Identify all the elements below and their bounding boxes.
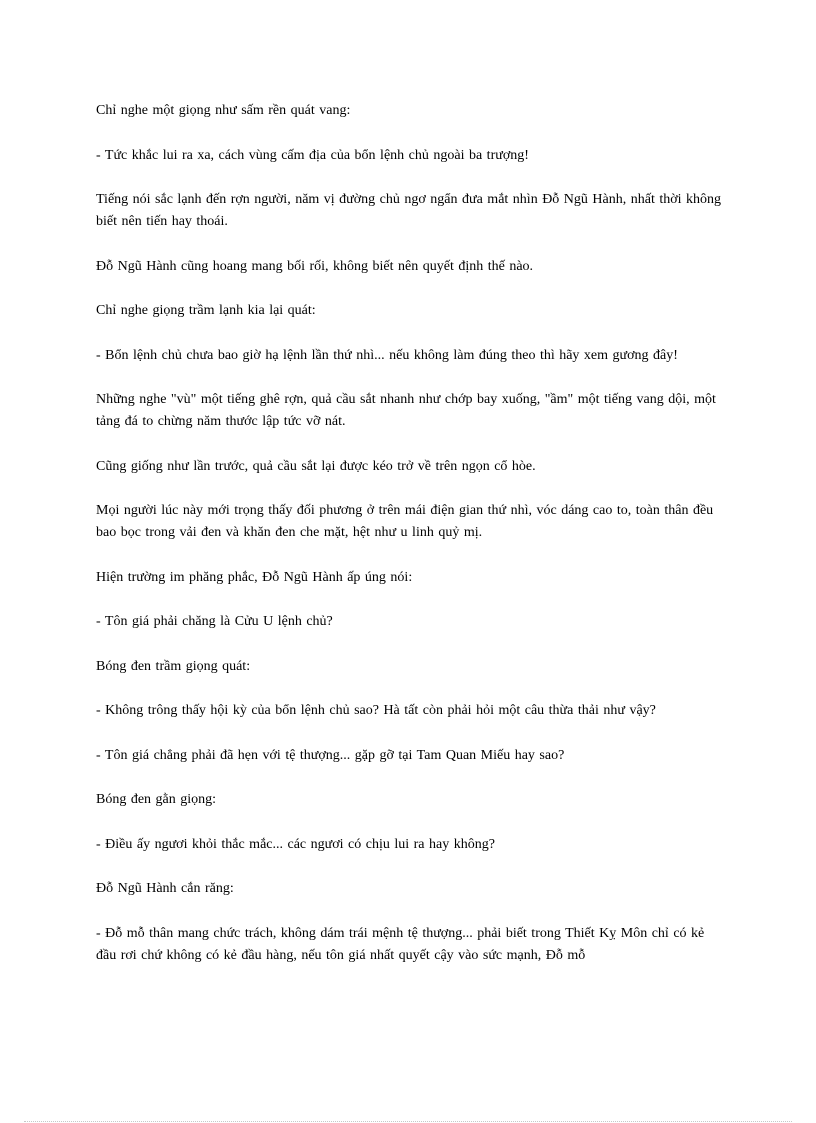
paragraph: - Đỗ mỗ thân mang chức trách, không dám trái mệnh tệ thượng... phải biết trong Thiết Kỵ Môn chỉ có kẻ đầu rơi chứ không có kẻ đầu hàng, nếu tôn giá nhất quyết cậy vào sức mạnh, Đỗ mỗ <box>96 925 705 963</box>
paragraph: Hiện trường im phăng phắc, Đỗ Ngũ Hành ấp úng nói: <box>96 569 413 585</box>
paragraph: Cũng giống như lần trước, quả cầu sắt lại được kéo trở về trên ngọn cổ hòe. <box>96 458 536 474</box>
paragraph: Bóng đen gằn giọng: <box>96 792 217 807</box>
paragraph: - Tôn giá chẳng phải đã hẹn với tệ thượng... gặp gỡ tại Tam Quan Miếu hay sao? <box>96 747 565 763</box>
paragraph: Mọi người lúc này mới trọng thấy đối phương ở trên mái điện gian thứ nhì, vóc dáng cao to, toàn thân đều bao bọc trong vải đen và khăn đen che mặt, hệt như u linh quỷ mị. <box>96 503 714 540</box>
paragraph: Những nghe "vù" một tiếng ghê rợn, quả cầu sắt nhanh như chớp bay xuống, "ầm" một tiếng vang dội, một tảng đá to chừng năm thước lập tức vỡ nát. <box>96 392 716 429</box>
paragraph: Chỉ nghe giọng trầm lạnh kia lại quát: <box>96 303 316 318</box>
document-body <box>96 100 726 989</box>
paragraph: - Bổn lệnh chủ chưa bao giờ hạ lệnh lần thứ nhì... nếu không làm đúng theo thì hãy xem gương đây! <box>96 347 678 363</box>
paragraph: Đỗ Ngũ Hành cũng hoang mang bối rối, không biết nên quyết định thế nào. <box>96 258 534 274</box>
paragraph: Tiếng nói sắc lạnh đến rợn người, năm vị đường chủ ngơ ngẩn đưa mắt nhìn Đỗ Ngũ Hành, nhất thời không biết nên tiến hay thoái. <box>96 192 722 229</box>
paragraph: - Điều ấy ngươi khỏi thắc mắc... các ngươi có chịu lui ra hay không? <box>96 836 495 852</box>
paragraph: - Không trông thấy hội kỳ của bổn lệnh chủ sao? Hà tất còn phải hỏi một câu thừa thải như vậy? <box>96 703 656 718</box>
paragraph: - Tức khắc lui ra xa, cách vùng cấm địa của bổn lệnh chủ ngoài ba trượng! <box>96 147 529 163</box>
page-bottom-divider <box>24 1121 792 1122</box>
paragraph: Bóng đen trầm giọng quát: <box>96 658 251 674</box>
paragraph: Đỗ Ngũ Hành cắn răng: <box>96 881 234 896</box>
paragraph: - Tôn giá phải chăng là Cửu U lệnh chủ? <box>96 614 333 629</box>
paragraph: Chỉ nghe một giọng như sấm rền quát vang: <box>96 103 351 118</box>
